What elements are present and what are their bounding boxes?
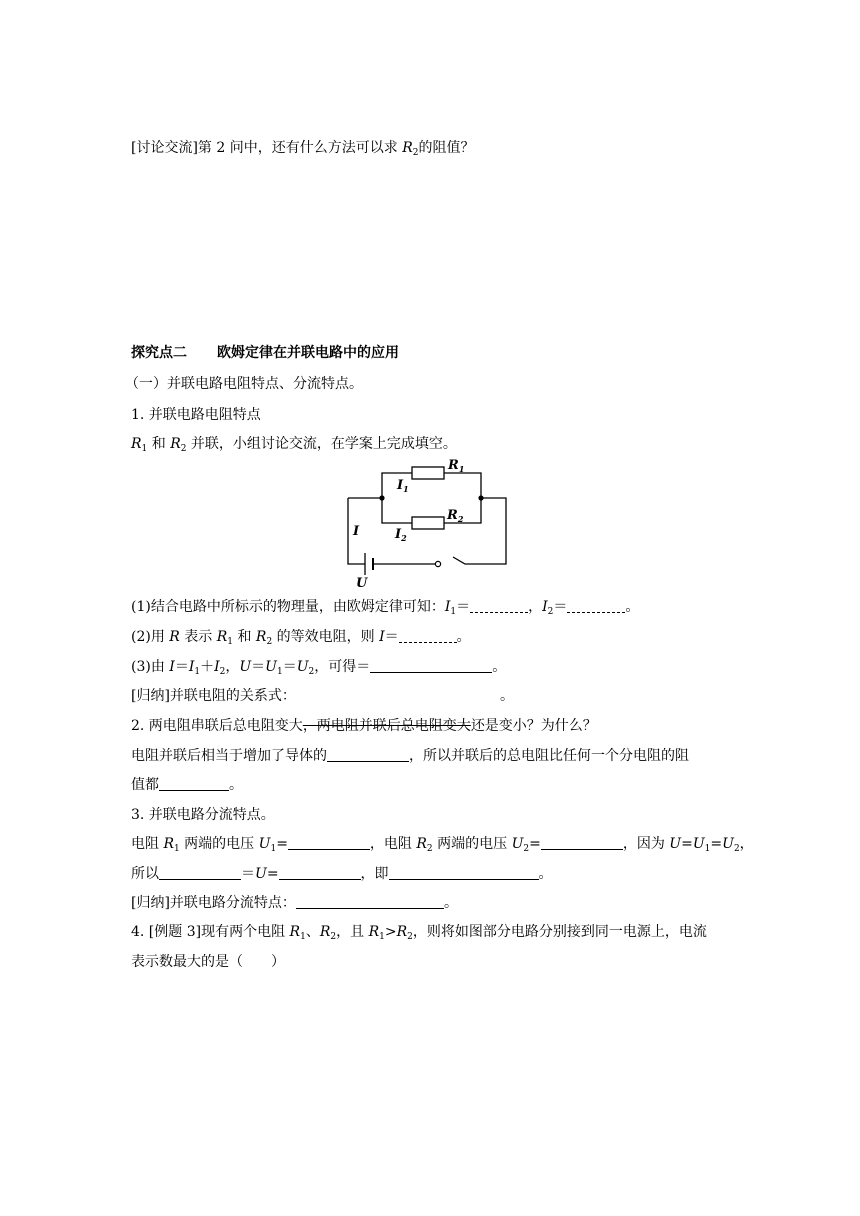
discussion-text: [讨论交流]第 2 问中，还有什么方法可以求 xyxy=(131,140,403,156)
text: ，即 xyxy=(360,866,389,882)
question-2 xyxy=(131,627,471,647)
text: 。 xyxy=(499,688,514,704)
text: 值都 xyxy=(131,777,159,793)
var-r: R xyxy=(170,436,181,452)
text: ＝ xyxy=(456,599,471,615)
text: 电阻并联后相当于增加了导体的 xyxy=(131,748,327,764)
text: ＝ xyxy=(174,659,189,675)
var-r: R xyxy=(216,629,228,645)
label-i: I xyxy=(353,524,360,539)
text: 两端的电压 xyxy=(179,836,259,852)
subscript: 2 xyxy=(547,607,554,617)
text: 两端的电压 xyxy=(432,836,512,852)
text: = xyxy=(681,836,693,852)
var-u: U xyxy=(692,836,705,852)
var-i: I xyxy=(214,659,220,675)
text: ，因为 xyxy=(622,836,670,852)
text: > xyxy=(384,924,397,940)
var-u: U xyxy=(669,836,682,852)
item3-title: 3. 并联电路分流特点。 xyxy=(131,807,275,823)
text: ， xyxy=(528,599,543,615)
discussion-question xyxy=(131,138,474,158)
summary-resistance xyxy=(131,686,514,706)
subscript: 2 xyxy=(407,932,413,942)
text: ＝ xyxy=(384,629,399,645)
subscript: 2 xyxy=(733,844,740,854)
question-3 xyxy=(131,657,506,677)
var-u: U xyxy=(239,659,252,675)
subscript: 1 xyxy=(276,667,283,677)
question-1 xyxy=(131,597,639,617)
item2-answer-line2 xyxy=(131,775,243,795)
text: 2. 两电阻串联后总电阻变大 xyxy=(131,718,303,734)
var-i: I xyxy=(188,659,195,675)
text: = xyxy=(710,836,723,852)
var-r: R xyxy=(169,629,180,645)
item2-answer-line1 xyxy=(131,746,689,766)
answer-blank-u2[interactable] xyxy=(541,835,623,850)
var-r: R xyxy=(402,140,413,156)
text: ，且 xyxy=(336,924,369,940)
var-r: R xyxy=(396,924,408,940)
answer-blank-division[interactable] xyxy=(296,894,444,909)
text: 还是变小？为什么？ xyxy=(470,718,597,734)
subscript: 1 xyxy=(300,932,306,942)
section-label: 探究点二 xyxy=(131,345,187,361)
text: (3)由 xyxy=(131,659,170,675)
subscript: 2 xyxy=(180,444,187,454)
text: ， xyxy=(225,659,240,675)
switch-contact xyxy=(435,561,440,566)
answer-blank-product2[interactable] xyxy=(279,865,361,880)
subscript: 2 xyxy=(523,844,530,854)
text: 表示 xyxy=(179,629,217,645)
section-title: 欧姆定律在并联电路中的应用 xyxy=(217,345,399,361)
subscript: 1 xyxy=(227,637,234,647)
subscript: 1 xyxy=(704,844,711,854)
circuit-diagram xyxy=(340,456,515,591)
text: 。 xyxy=(456,629,471,645)
text: ，则将如图部分电路分别接到同一电源上，电流 xyxy=(412,924,707,940)
label-u: U xyxy=(356,576,368,591)
subscript: 1 xyxy=(270,844,277,854)
answer-blank-compare[interactable] xyxy=(159,776,229,791)
answer-blank-product[interactable] xyxy=(159,865,241,880)
label-r1: $R_1$ xyxy=(448,458,465,474)
text: (2)用 xyxy=(131,629,170,645)
var-u: U xyxy=(296,659,309,675)
var-r: R xyxy=(255,629,267,645)
subscript: 2 xyxy=(330,932,337,942)
text: 、 xyxy=(305,924,320,940)
summary-current-division xyxy=(131,893,458,913)
var-i: I xyxy=(542,599,548,615)
resistor-r1 xyxy=(412,467,444,479)
text: [归纳]并联电阻的关系式： xyxy=(131,688,296,704)
text: ＝ xyxy=(241,866,255,882)
resistor-r2 xyxy=(412,517,444,529)
text: 和 xyxy=(147,436,171,452)
text: [归纳]并联电路分流特点： xyxy=(131,895,296,911)
answer-blank-u1[interactable] xyxy=(288,835,370,850)
item3-line2 xyxy=(131,864,553,884)
text: ， xyxy=(739,836,754,852)
var-u: U xyxy=(258,836,271,852)
var-r: R xyxy=(368,924,380,940)
subscript: 2 xyxy=(219,667,226,677)
item2-question xyxy=(131,716,597,736)
answer-blank-relation[interactable] xyxy=(370,658,492,673)
text: (1)结合电路中所标示的物理量，由欧姆定律可知： xyxy=(131,599,445,615)
answer-blank-ratio[interactable] xyxy=(389,865,539,880)
item4-question xyxy=(131,922,707,942)
label-i1: $I_1$ xyxy=(397,478,409,494)
junction-node xyxy=(379,495,384,500)
var-r: R xyxy=(319,924,331,940)
var-i: I xyxy=(379,629,385,645)
struck-text: ，两电阻并联后总电阻变大 xyxy=(302,718,471,734)
text: 的等效电阻，则 xyxy=(272,629,380,645)
discussion-text-end: 的阻值？ xyxy=(418,140,475,156)
subscript: 1 xyxy=(141,444,148,454)
text: ＝ xyxy=(251,659,266,675)
text: 并联，小组讨论交流，在学案上完成填空。 xyxy=(186,436,457,452)
item3-line1 xyxy=(131,834,754,854)
text: 和 xyxy=(233,629,256,645)
text: 。 xyxy=(625,599,640,615)
subscript: 1 xyxy=(450,607,457,617)
subscript: 2 xyxy=(426,844,433,854)
item1-title: 1. 并联电路电阻特点 xyxy=(131,407,261,423)
junction-node xyxy=(478,495,483,500)
item4-question-line2: 表示数最大的是（ ） xyxy=(131,954,285,970)
var-r: R xyxy=(131,436,142,452)
var-i: I xyxy=(444,599,451,615)
subscript: 2 xyxy=(412,148,419,158)
text: = xyxy=(266,866,279,882)
text: 电阻 xyxy=(383,836,417,852)
var-u: U xyxy=(255,866,267,882)
text: ，可得＝ xyxy=(314,659,371,675)
var-i: I xyxy=(169,659,175,675)
var-u: U xyxy=(511,836,524,852)
subscript: 2 xyxy=(266,637,273,647)
var-u: U xyxy=(722,836,734,852)
label-r2: $R_2$ xyxy=(447,508,464,524)
text: ， xyxy=(369,836,384,852)
var-u: U xyxy=(265,659,277,675)
subscript: 1 xyxy=(194,667,201,677)
text: 。 xyxy=(492,659,507,675)
answer-blank-i1[interactable] xyxy=(470,598,528,613)
text: ＝ xyxy=(553,599,568,615)
label-i2: $I_2$ xyxy=(395,527,407,543)
var-r: R xyxy=(416,836,427,852)
part1-title: （一）并联电路电阻特点、分流特点。 xyxy=(125,376,363,392)
text: 电阻 xyxy=(131,836,164,852)
text: 4. [例题 3]现有两个电阻 xyxy=(131,924,290,940)
text: 。 xyxy=(538,866,553,882)
subscript: 2 xyxy=(308,667,315,677)
text: ＝ xyxy=(282,659,297,675)
answer-blank-area[interactable] xyxy=(327,747,409,762)
var-r: R xyxy=(289,924,301,940)
text: 。 xyxy=(229,777,243,793)
text: ，所以并联后的总电阻比任何一个分电阻的阻 xyxy=(409,748,689,764)
var-r: R xyxy=(163,836,174,852)
text: ＋ xyxy=(200,659,215,675)
text: 所以 xyxy=(131,866,159,882)
answer-blank-i[interactable] xyxy=(399,628,457,643)
answer-blank-i2[interactable] xyxy=(567,598,625,613)
section-heading xyxy=(131,343,399,363)
text: 。 xyxy=(443,895,458,911)
item1-intro xyxy=(131,434,457,454)
text: = xyxy=(276,836,288,852)
subscript: 1 xyxy=(174,844,180,854)
subscript: 1 xyxy=(379,932,385,942)
text: = xyxy=(529,836,541,852)
